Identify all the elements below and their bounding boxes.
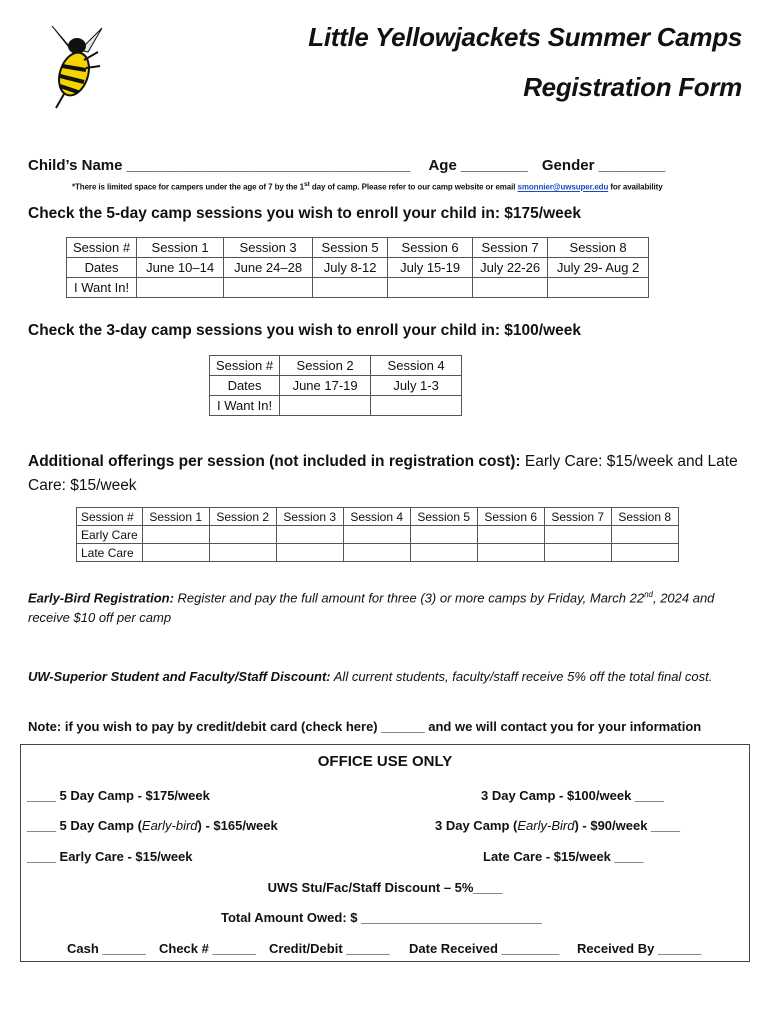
child-name-label: Child’s Name (28, 157, 123, 174)
five-day-checkbox-5[interactable] (313, 278, 388, 298)
three-day-checkbox-4[interactable] (371, 396, 462, 416)
office-three-day-earlybird: 3 Day Camp (Early-Bird) - $90/week ____ (435, 818, 680, 833)
office-late-care: Late Care - $15/week ____ (483, 849, 644, 864)
early-care-box-5[interactable] (410, 526, 477, 544)
late-care-box-8[interactable] (611, 544, 678, 562)
email-link[interactable]: smonnier@uwsuper.edu (517, 182, 609, 192)
late-care-box-5[interactable] (410, 544, 477, 562)
early-care-box-2[interactable] (209, 526, 276, 544)
office-three-day: 3 Day Camp - $100/week ____ (481, 788, 664, 803)
five-day-checkbox-6[interactable] (388, 278, 473, 298)
early-care-box-8[interactable] (611, 526, 678, 544)
early-care-box-1[interactable] (142, 526, 209, 544)
office-title: OFFICE USE ONLY (317, 753, 453, 770)
office-five-day: ____ 5 Day Camp - $175/week (27, 788, 210, 803)
late-care-box-1[interactable] (142, 544, 209, 562)
age-field[interactable]: ________ (460, 157, 528, 174)
child-name-field[interactable]: __________________________________ (126, 157, 411, 174)
age-label: Age (428, 157, 457, 174)
form-title: Little Yellowjackets Summer Camps (308, 22, 742, 52)
office-cash: Cash ______ (67, 941, 146, 956)
late-care-box-7[interactable] (544, 544, 611, 562)
early-care-box-4[interactable] (343, 526, 410, 544)
five-day-checkbox-8[interactable] (548, 278, 649, 298)
office-use-box (20, 744, 750, 962)
office-credit: Credit/Debit ______ (269, 941, 390, 956)
additional-heading: Additional offerings per session (not included in registration cost): Early Care: $15/week and Late Care: $15/week (28, 453, 738, 494)
additional-table: Session # Session 1 Session 2 Session 3 Session 4 Session 5 Session 6 Session 7 Session 8 Early Care Late Care (76, 507, 679, 562)
late-care-box-4[interactable] (343, 544, 410, 562)
three-day-table: Session # Session 2 Session 4 Dates June 17-19 July 1-3 I Want In! (209, 355, 462, 416)
early-care-box-3[interactable] (276, 526, 343, 544)
office-uws-discount: UWS Stu/Fac/Staff Discount – 5%____ (267, 880, 503, 895)
discount-paragraph: UW-Superior Student and Faculty/Staff Discount: All current students, faculty/staff receive 5% off the total final cost. (28, 669, 713, 684)
form-subtitle: Registration Form (523, 72, 742, 102)
child-info-line (28, 157, 665, 174)
three-day-checkbox-2[interactable] (280, 396, 371, 416)
five-day-heading: Check the 5-day camp sessions you wish to enroll your child in: $175/week (28, 205, 582, 222)
office-check: Check # ______ (159, 941, 256, 956)
office-total: Total Amount Owed: $ _________________________ (221, 910, 542, 925)
five-day-checkbox-3[interactable] (224, 278, 313, 298)
yellowjacket-mascot-icon (44, 22, 110, 110)
three-day-heading: Check the 3-day camp sessions you wish to enroll your child in: $100/week (28, 322, 582, 339)
five-day-checkbox-7[interactable] (473, 278, 548, 298)
age-notice: *There is limited space for campers under the age of 7 by the 1st day of camp. Please refer to our camp website or email smonnier@uwsuper.edu for availability (72, 181, 663, 192)
late-care-box-3[interactable] (276, 544, 343, 562)
payment-note: Note: if you wish to pay by credit/debit card (check here) ______ and we will contact you for your information (28, 719, 702, 734)
five-day-checkbox-1[interactable] (137, 278, 224, 298)
gender-field[interactable]: ________ (598, 157, 666, 174)
five-day-table: Session # Session 1 Session 3 Session 5 Session 6 Session 7 Session 8 Dates June 10–14 June 24–28 July 8-12 July 15-19 July 22-26 July 29- Aug 2 I Want In! (66, 237, 649, 298)
late-care-box-2[interactable] (209, 544, 276, 562)
office-five-day-earlybird: ____ 5 Day Camp (Early-bird) - $165/week (27, 818, 278, 833)
late-care-box-6[interactable] (477, 544, 544, 562)
early-bird-paragraph: Early-Bird Registration: Register and pay the full amount for three (3) or more camps by Friday, March 22nd, 2024 and receive $10 off per camp (28, 590, 715, 626)
early-care-box-7[interactable] (544, 526, 611, 544)
gender-label: Gender (541, 157, 595, 174)
office-early-care: ____ Early Care - $15/week (27, 849, 193, 864)
office-date-received: Date Received ________ (409, 941, 560, 956)
early-care-box-6[interactable] (477, 526, 544, 544)
office-received-by: Received By ______ (577, 941, 702, 956)
